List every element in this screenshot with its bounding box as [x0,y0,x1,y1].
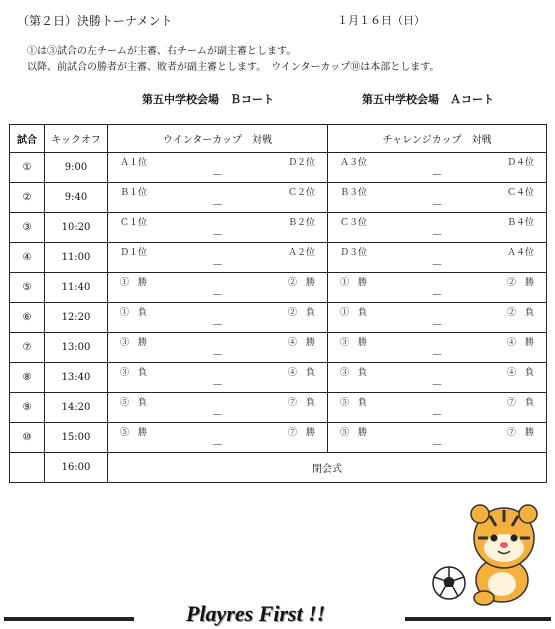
winter-cup-match [108,243,328,273]
versus-dash: － [431,438,443,451]
challenge-cup-match [328,363,547,393]
team-right: ④ 負 [287,368,315,378]
header-challenge-cup: チャレンジカップ 対戦 [328,125,547,153]
table-row [10,213,547,243]
team-left: Ａ１位 [120,158,148,168]
table-header-row [10,125,547,153]
challenge-cup-match [328,423,547,453]
team-right: ⑦ 負 [506,398,534,408]
table-row [10,183,547,213]
winter-cup-match [108,273,328,303]
versus-dash: － [212,408,223,421]
versus-dash: － [212,228,223,241]
match-number: ⑩ [10,423,45,453]
kickoff-time: 13:00 [45,333,108,363]
versus-dash: － [212,198,223,211]
kickoff-time: 12:20 [45,303,108,333]
versus-dash: － [212,438,223,451]
challenge-cup-match [328,303,547,333]
match-number: ⑧ [10,363,45,393]
table-row [10,303,547,333]
team-left: ③ 負 [120,368,148,378]
team-right: ⑦ 勝 [287,428,315,438]
team-left: ⑤ 勝 [340,428,368,438]
team-right: Ｄ４位 [506,158,534,168]
team-right: ② 勝 [506,278,534,288]
team-right: Ｃ４位 [506,188,534,198]
challenge-cup-match [328,243,547,273]
team-right: Ｄ２位 [287,158,315,168]
kickoff-time: 13:40 [45,363,108,393]
referee-note-1: ①は③試合の左チームが主審、右チームが副主審とします。 [27,46,297,57]
team-left: ③ 勝 [120,338,148,348]
match-number: ④ [10,243,45,273]
versus-dash: － [212,168,223,181]
closing-time: 16:00 [45,453,108,483]
versus-dash: － [431,198,443,211]
team-left: Ｄ３位 [340,248,368,258]
team-right: Ａ４位 [506,248,534,258]
event-date: １月１６日（日） [337,14,425,27]
team-left: Ｄ１位 [120,248,148,258]
soccer-ball-icon [431,565,467,601]
team-left: ③ 負 [340,368,368,378]
match-number: ③ [10,213,45,243]
match-number: ⑦ [10,333,45,363]
kickoff-time: 14:20 [45,393,108,423]
team-right: Ｃ２位 [287,188,315,198]
winter-cup-match [108,423,328,453]
table-row [10,423,547,453]
table-row [10,363,547,393]
header-kickoff: キックオフ [45,125,108,153]
header-match-no: 試合 [10,125,45,153]
header-winter-cup: ウインターカップ 対戦 [108,125,328,153]
kickoff-time: 11:00 [45,243,108,273]
footer-line-right [405,617,551,621]
table-row [10,273,547,303]
footer-slogan: Playres First !! [186,601,326,626]
page-title: （第２日）決勝トーナメント [17,14,173,28]
versus-dash: － [431,228,443,241]
versus-dash: － [431,288,443,301]
team-left: ① 勝 [340,278,368,288]
versus-dash: － [212,348,223,361]
versus-dash: － [212,258,223,271]
challenge-cup-match [328,273,547,303]
table-row [10,243,547,273]
team-right: ④ 勝 [506,338,534,348]
team-right: ⑦ 勝 [506,428,534,438]
challenge-cup-match [328,213,547,243]
challenge-cup-match [328,183,547,213]
schedule-table [9,124,547,483]
team-left: ⑤ 負 [120,398,148,408]
referee-note-2: 以降、前試合の勝者が主審、敗者が副主審とします。 ウインターカップ⑩は本部とします。 [27,62,440,73]
challenge-cup-match [328,393,547,423]
winter-cup-match [108,303,328,333]
kickoff-time: 9:40 [45,183,108,213]
winter-cup-match [108,183,328,213]
team-right: ④ 勝 [287,338,315,348]
versus-dash: － [431,318,443,331]
challenge-cup-match [328,333,547,363]
team-left: ⑤ 勝 [120,428,148,438]
table-row [10,153,547,183]
versus-dash: － [431,348,443,361]
team-right: ② 勝 [287,278,315,288]
challenge-cup-match [328,153,547,183]
versus-dash: － [212,318,223,331]
team-left: ① 負 [120,308,148,318]
closing-ceremony: 閉会式 [108,453,547,483]
match-number: ② [10,183,45,213]
versus-dash: － [431,378,443,391]
table-row [10,333,547,363]
team-left: Ｂ１位 [120,188,148,198]
team-right: ④ 負 [506,368,534,378]
match-number: ① [10,153,45,183]
versus-dash: － [431,258,443,271]
table-row [10,393,547,423]
team-right: Ａ２位 [287,248,315,258]
winter-cup-match [108,153,328,183]
match-number: ⑥ [10,303,45,333]
closing-row [10,453,547,483]
kickoff-time: 11:40 [45,273,108,303]
winter-cup-match [108,393,328,423]
kickoff-time: 9:00 [45,153,108,183]
team-right: ② 負 [506,308,534,318]
versus-dash: － [212,378,223,391]
venue-a-court: 第五中学校会場 Ａコート [362,93,494,106]
team-right: ② 負 [287,308,315,318]
team-right: Ｂ４位 [506,218,534,228]
versus-dash: － [212,288,223,301]
team-left: Ａ３位 [340,158,368,168]
team-left: Ｃ３位 [340,218,368,228]
kickoff-time: 15:00 [45,423,108,453]
winter-cup-match [108,333,328,363]
footer-line-left [4,617,134,621]
winter-cup-match [108,213,328,243]
team-right: ⑦ 負 [287,398,315,408]
match-number: ⑤ [10,273,45,303]
venue-b-court: 第五中学校会場 Ｂコート [142,93,274,106]
kickoff-time: 10:20 [45,213,108,243]
team-left: ① 負 [340,308,368,318]
team-left: ① 勝 [120,278,148,288]
team-left: Ｃ１位 [120,218,148,228]
winter-cup-match [108,363,328,393]
team-left: Ｂ３位 [340,188,368,198]
versus-dash: － [431,168,443,181]
match-number: ⑨ [10,393,45,423]
team-left: ⑤ 負 [340,398,368,408]
versus-dash: － [431,408,443,421]
team-left: ③ 勝 [340,338,368,348]
team-right: Ｂ２位 [287,218,315,228]
